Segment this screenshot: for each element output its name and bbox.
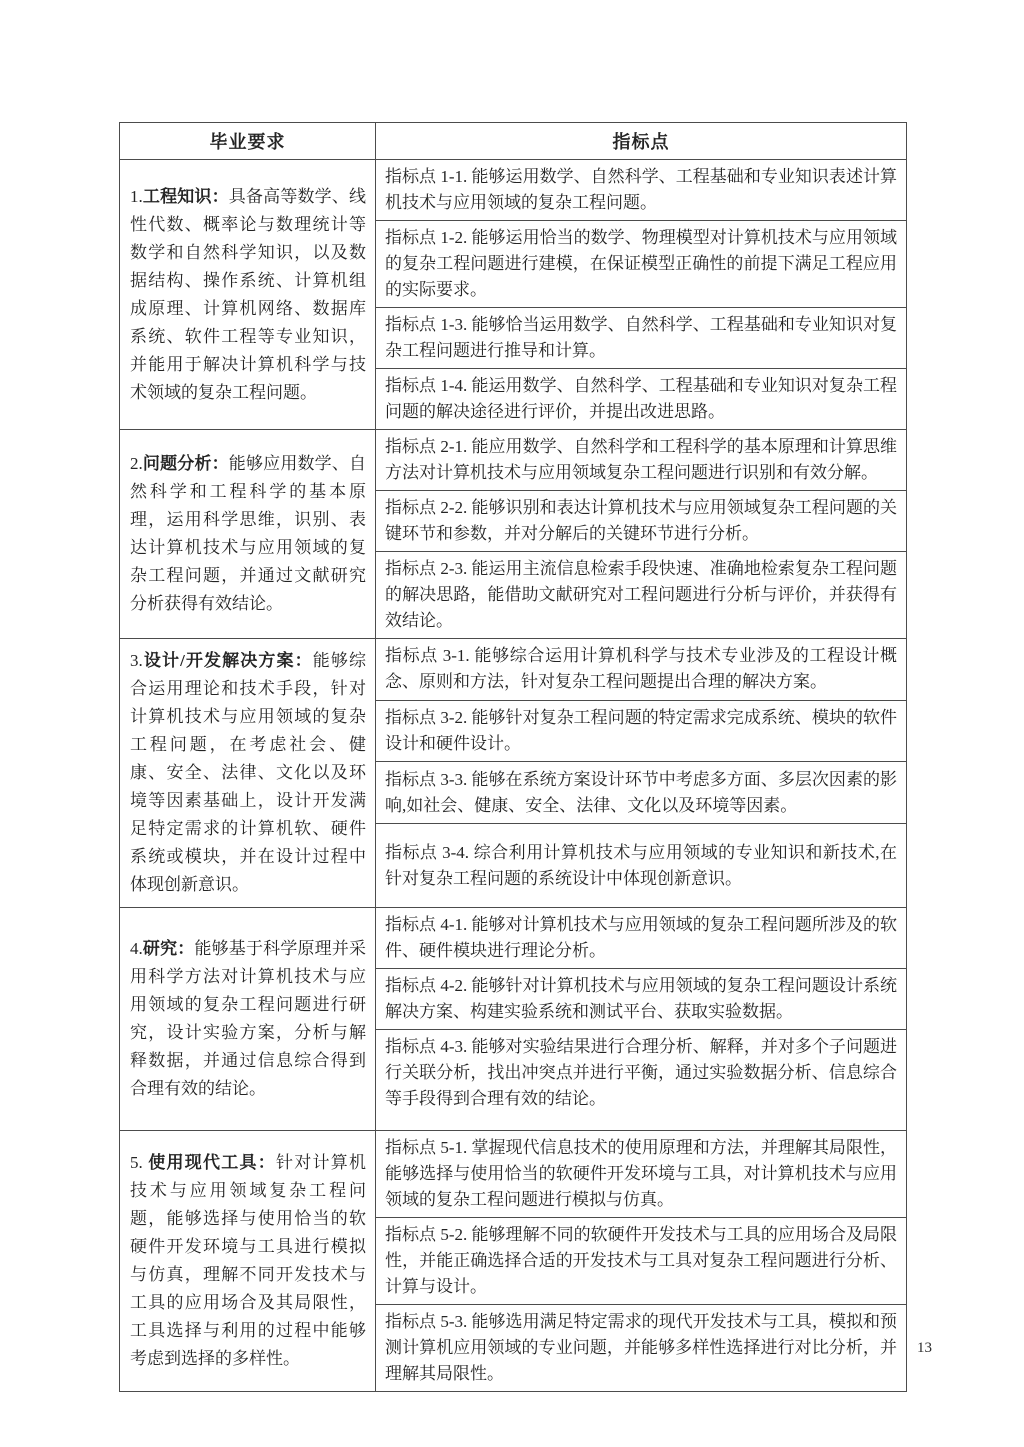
requirement-cell-2 [120,430,376,639]
requirement-title: 研究： [142,939,195,958]
indicator-cell-1-3: 指标点 1-3. 能够恰当运用数学、自然科学、工程基础和专业知识对复杂工程问题进行推导和计算。 [376,308,907,369]
requirement-number: 3. [130,651,143,670]
requirement-title: 问题分析： [142,454,229,473]
page-number: 13 [917,1340,932,1356]
indicator-cell-3-4: 指标点 3-4. 综合利用计算机技术与应用领域的专业知识和新技术,在针对复杂工程问题的系统设计中体现创新意识。 [376,824,907,908]
requirements-table [119,122,907,1392]
requirement-cell-1 [120,160,376,430]
indicator-cell-1-4: 指标点 1-4. 能运用数学、自然科学、工程基础和专业知识对复杂工程问题的解决途径进行评价，并提出改进思路。 [376,369,907,430]
requirement-number: 1. [130,186,143,206]
requirement-number: 4. [130,939,143,958]
requirement-number: 2. [130,454,143,473]
indicator-cell-5-1: 指标点 5-1. 掌握现代信息技术的使用原理和方法，并理解其局限性，能够选择与使用恰当的软硬件开发环境与工具，对计算机技术与应用领域的复杂工程问题进行模拟与仿真。 [376,1131,907,1218]
indicator-cell-4-1: 指标点 4-1. 能够对计算机技术与应用领域的复杂工程问题所涉及的软件、硬件模块进行理论分析。 [376,908,907,969]
indicator-cell-3-2: 指标点 3-2. 能够针对复杂工程问题的特定需求完成系统、模块的软件设计和硬件设计。 [376,700,907,762]
table-row [120,160,907,221]
indicator-cell-1-2: 指标点 1-2. 能够运用恰当的数学、物理模型对计算机技术与应用领域的复杂工程问题进行建模，在保证模型正确性的前提下满足工程应用的实际要求。 [376,221,907,308]
header-cell-graduation-requirements: 毕业要求 [120,123,376,160]
indicator-cell-5-3: 指标点 5-3. 能够选用满足特定需求的现代开发技术与工具，模拟和预测计算机应用领域的专业问题，并能够多样性选择进行对比分析，并理解其局限性。 [376,1305,907,1392]
requirement-description: 能够基于科学原理并采用科学方法对计算机技术与应用领域的复杂工程问题进行研究，设计实验方案，分析与解释数据，并通过信息综合得到合理有效的结论。 [130,939,367,1098]
table-row [120,908,907,969]
table-row [120,430,907,491]
requirement-description: 针对计算机技术与应用领域复杂工程问题，能够选择与使用恰当的软硬件开发环境与工具进行模拟与仿真，理解不同开发技术与工具的应用场合及其局限性，工具选择与利用的过程中能够考虑到选择的多样性。 [130,1153,366,1368]
table-header-row [120,123,907,160]
requirement-cell-3 [120,639,376,908]
table-row [120,639,907,701]
indicator-cell-4-2: 指标点 4-2. 能够针对计算机技术与应用领域的复杂工程问题设计系统解决方案、构建实验系统和测试平台、获取实验数据。 [376,969,907,1030]
requirement-description: 具备高等数学、线性代数、概率论与数理统计等数学和自然科学知识，以及数据结构、操作系统、计算机组成原理、计算机网络、数据库系统、软件工程等专业知识，并能用于解决计算机科学与技术领域的复杂工程问题。 [130,186,367,402]
requirement-description: 能够综合运用理论和技术手段，针对计算机技术与应用领域的复杂工程问题，在考虑社会、健康、安全、法律、文化以及环境等因素基础上，设计开发满足特定需求的计算机软、硬件系统或模块，并在设计过程中体现创新意识。 [130,651,366,894]
indicator-cell-5-2: 指标点 5-2. 能够理解不同的软硬件开发技术与工具的应用场合及局限性，并能正确选择合适的开发技术与工具对复杂工程问题进行分析、计算与设计。 [376,1218,907,1305]
requirement-title: 设计/开发解决方案： [142,651,313,670]
indicator-cell-4-3: 指标点 4-3. 能够对实验结果进行合理分析、解释，并对多个子问题进行关联分析，找出冲突点并进行平衡，通过实验数据分析、信息综合等手段得到合理有效的结论。 [376,1030,907,1131]
requirement-cell-4 [120,908,376,1131]
indicator-cell-2-2: 指标点 2-2. 能够识别和表达计算机技术与应用领域复杂工程问题的关键环节和参数，并对分解后的关键环节进行分析。 [376,491,907,552]
indicator-cell-3-1: 指标点 3-1. 能够综合运用计算机科学与技术专业涉及的工程设计概念、原则和方法，针对复杂工程问题提出合理的解决方案。 [376,639,907,701]
indicator-cell-1-1: 指标点 1-1. 能够运用数学、自然科学、工程基础和专业知识表述计算机技术与应用领域的复杂工程问题。 [376,160,907,221]
indicator-cell-2-3: 指标点 2-3. 能运用主流信息检索手段快速、准确地检索复杂工程问题的解决思路，能借助文献研究对工程问题进行分析与评价，并获得有效结论。 [376,552,907,639]
requirement-title: 工程知识： [142,186,229,206]
header-cell-indicator-points: 指标点 [376,123,907,160]
indicator-cell-3-3: 指标点 3-3. 能够在系统方案设计环节中考虑多方面、多层次因素的影响,如社会、健康、安全、法律、文化以及环境等因素。 [376,762,907,824]
table-row [120,1131,907,1218]
requirement-title: 使用现代工具： [148,1153,276,1172]
requirement-cell-5 [120,1131,376,1392]
requirement-number: 5. [130,1153,149,1172]
requirement-description: 能够应用数学、自然科学和工程科学的基本原理，运用科学思维，识别、表达计算机技术与应用领域的复杂工程问题，并通过文献研究分析获得有效结论。 [130,454,367,613]
indicator-cell-2-1: 指标点 2-1. 能应用数学、自然科学和工程科学的基本原理和计算思维方法对计算机技术与应用领域复杂工程问题进行识别和有效分解。 [376,430,907,491]
